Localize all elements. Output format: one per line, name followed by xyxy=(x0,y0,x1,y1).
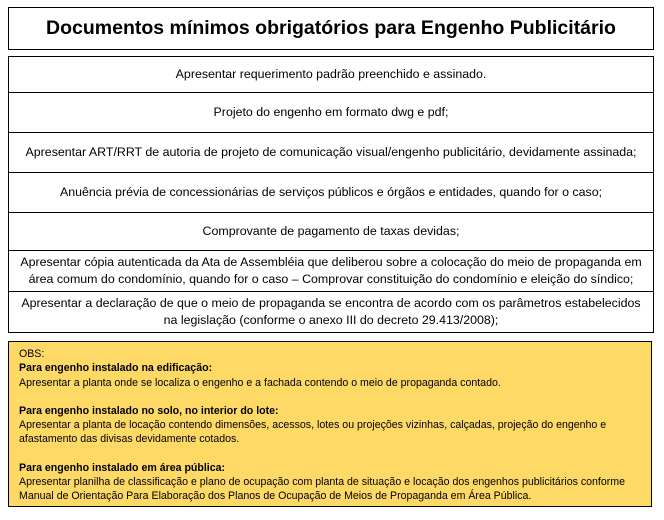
obs-heading: Para engenho instalado em área pública: xyxy=(19,461,226,474)
requirement-row: Apresentar ART/RRT de autoria de projeto de comunicação visual/engenho publicitário, devidamente assinada; xyxy=(9,132,653,172)
obs-spacer xyxy=(19,447,641,461)
requirements-table xyxy=(8,56,654,333)
obs-text: Apresentar planilha de classificação e plano de ocupação com planta de situação e locação dos engenhos publicitários conforme Manual de Orientação Para Elaboração dos Planos de Ocupação de Meios de Propaganda em Área Pública. xyxy=(19,476,625,503)
obs-text: Apresentar a planta onde se localiza o engenho e a fachada contendo o meio de propaganda contado. xyxy=(19,376,501,389)
obs-note-box xyxy=(8,341,652,507)
obs-heading: Para engenho instalado na edificação: xyxy=(19,362,213,375)
obs-text: Apresentar a planta de locação contendo dimensões, acessos, lotes ou projeções vizinhas, calçadas, projeção do engenho e afastamento das divisas devidamente cotados. xyxy=(19,419,607,446)
requirement-row: Anuência prévia de concessionárias de serviços públicos e órgãos e entidades, quando for o caso; xyxy=(9,172,653,212)
obs-heading: Para engenho instalado no solo, no interior do lote: xyxy=(19,404,279,417)
requirement-row: Projeto do engenho em formato dwg e pdf; xyxy=(9,92,653,132)
title-frame xyxy=(8,7,654,50)
requirement-row: Apresentar cópia autenticada da Ata de Assembléia que deliberou sobre a colocação do meio de propaganda em área comum do condomínio, quando for o caso – Comprovar constituição do condomínio e eleição do síndico; xyxy=(9,250,653,291)
obs-spacer xyxy=(19,390,641,404)
requirement-row: Apresentar requerimento padrão preenchido e assinado. xyxy=(9,56,653,92)
requirement-row: Comprovante de pagamento de taxas devidas; xyxy=(9,212,653,250)
page-title: Documentos mínimos obrigatórios para Engenho Publicitário xyxy=(9,7,653,50)
document-sheet xyxy=(8,7,654,333)
obs-label: OBS: xyxy=(19,348,45,360)
requirement-row: Apresentar a declaração de que o meio de propaganda se encontra de acordo com os parâmetros estabelecidos na legislação (conforme o anexo III do decreto 29.413/2008); xyxy=(9,291,653,332)
